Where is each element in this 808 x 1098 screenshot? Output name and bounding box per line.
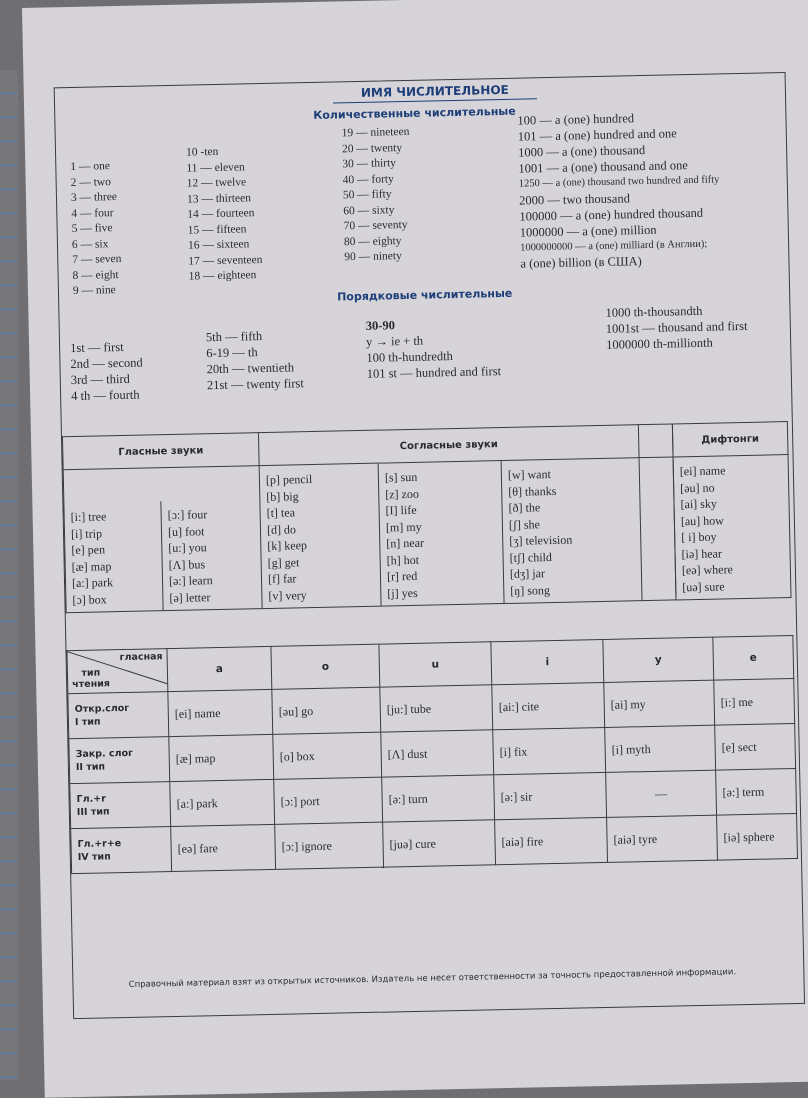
list-item: [tʃ] child [509, 549, 553, 565]
list-item: 9 — nine [72, 284, 116, 297]
vowels-cell [63, 466, 262, 613]
table-cell: [i:] me [714, 678, 795, 725]
list-item: 1250 — a (one) thousand two hundred and fifty [518, 174, 720, 190]
list-item: 2000 — two thousand [518, 190, 631, 208]
list-item: [æ] map [71, 558, 112, 574]
list-item: 6 — six [71, 237, 109, 251]
list-item: 20th — twentieth [206, 360, 295, 377]
list-item: 13 — thirteen [186, 191, 252, 206]
list-item: [əu] no [680, 480, 715, 495]
list-item: [a:] park [71, 575, 114, 591]
list-item: 4 — four [71, 206, 114, 220]
list-item: 2nd — second [70, 355, 143, 372]
column-header: e [713, 635, 794, 680]
cardinal-col-1 [70, 159, 122, 299]
table-cell: [i] fix [493, 727, 606, 774]
list-item: 40 — forty [342, 172, 394, 186]
list-item: 1001st — thousand and first [605, 318, 748, 336]
list-item: 1 — one [70, 160, 111, 174]
cardinal-col-3 [342, 125, 413, 266]
page-frame [54, 72, 805, 1019]
disclaimer-footer: Справочный материал взят из открытых источников. Издатель не несет ответственности за точность предоставленной информации. [128, 967, 737, 990]
diphthongs-title: Дифтонги [672, 422, 788, 457]
list-item: [i:] tree [70, 509, 107, 525]
list-item: 101 st — hundred and first [366, 364, 502, 381]
reading-types-table [66, 635, 798, 874]
list-item: [i] trip [70, 525, 103, 541]
list-item: 1001 — a (one) thousand and one [518, 158, 688, 176]
cardinal-col-4 [517, 108, 721, 271]
list-item: 1000000 th-millionth [606, 335, 713, 352]
list-item: 60 — sixty [343, 203, 395, 217]
consonants-header: Согласные звуки [258, 425, 639, 466]
list-item: [iə] hear [681, 545, 723, 561]
table-cell: [aiə] fire [495, 817, 608, 864]
reference-page [22, 0, 808, 1098]
table-cell: [ai] my [604, 680, 715, 727]
list-item: 5 — five [71, 222, 113, 236]
list-item: 3 — three [70, 191, 118, 205]
list-item: [k] keep [267, 538, 308, 553]
corner-cell [67, 649, 168, 694]
list-item: [ɔ:] four [167, 507, 208, 523]
table-cell: [əu] go [272, 687, 381, 734]
list-item: [ʒ] television [509, 532, 573, 548]
sounds-table [62, 423, 677, 613]
list-item: [p] pencil [265, 472, 313, 487]
table-cell: [Λ] dust [381, 730, 494, 777]
list-item: 4 th — fourth [70, 387, 140, 404]
list-item: [v] very [268, 587, 307, 603]
list-item: y → ie + th [365, 333, 424, 349]
row-header: Гл.+r III тип [70, 782, 171, 829]
table-cell: [o] box [273, 732, 382, 779]
list-item: 100 th-hundredth [366, 349, 453, 365]
list-item: 1000 th-thousandth [605, 303, 703, 320]
consonants-col-a [260, 464, 381, 608]
list-item: 70 — seventy [343, 218, 408, 233]
list-item: [d] do [266, 521, 297, 537]
list-item: [r] red [386, 568, 418, 584]
list-item: 2 — two [70, 175, 112, 189]
table-cell: [ɔ:] ignore [275, 822, 384, 869]
column-header: a [167, 646, 272, 691]
list-item: 6-19 — th [206, 345, 258, 361]
row-header: Гл.+r+e IV тип [71, 827, 172, 874]
list-item: 19 — nineteen [341, 125, 410, 140]
list-item: [b] big [266, 488, 299, 504]
diphthongs-table [672, 421, 792, 600]
list-item: 16 — sixteen [187, 238, 250, 252]
page-title: ИМЯ ЧИСЛИТЕЛЬНОЕ [360, 82, 509, 100]
consonants-cell [259, 458, 642, 609]
row-header: Закр. слог II тип [69, 737, 170, 784]
list-item: a (one) billion (в США) [520, 254, 642, 271]
corner-vowel-label: гласная [119, 651, 163, 664]
table-cell: [juə] cure [383, 820, 496, 867]
list-item: 101 — a (one) hundred and one [517, 126, 677, 144]
table-cell: [æ] map [169, 734, 274, 781]
list-item: 50 — fifty [342, 188, 392, 202]
table-cell: [ə:] sir [494, 772, 607, 819]
consonants-col-b [378, 461, 504, 606]
list-item: [ð] the [508, 500, 541, 515]
ordinal-col-1 [70, 339, 144, 404]
column-header: y [603, 637, 714, 682]
table-cell: [aiə] tyre [607, 815, 718, 862]
list-item: 10 -ten [185, 145, 219, 159]
list-item: 8 — eight [72, 268, 119, 282]
list-item: 90 — ninety [344, 250, 402, 264]
ordinal-title: Порядковые числительные [336, 286, 513, 304]
list-item: 21st — twenty first [206, 376, 304, 393]
list-item: 100000 — a (one) hundred thousand [519, 205, 704, 224]
list-item: [uə] sure [682, 578, 725, 594]
list-item: [w] want [507, 467, 552, 482]
cardinal-title: Количественные числительные [313, 104, 516, 122]
ordinal-range: 30-90 [365, 318, 396, 333]
list-item: [ŋ] song [510, 582, 551, 598]
ordinal-col-4 [605, 302, 748, 353]
table-cell: [e] sect [715, 723, 796, 770]
list-item: [t] tea [266, 505, 296, 520]
ordinal-col-3 [366, 315, 502, 382]
notebook-edge [0, 70, 18, 1080]
list-item: 80 — eighty [343, 234, 402, 248]
list-item: [ʃ] she [508, 516, 541, 532]
list-item: [z] zoo [385, 486, 420, 501]
cardinal-col-2 [186, 144, 263, 285]
list-item: [θ] thanks [508, 483, 557, 499]
list-item: 1000 — a (one) thousand [517, 142, 646, 160]
column-header: o [271, 644, 380, 689]
list-item: 1000000000 — a (one) milliard (в Англии); [520, 238, 708, 254]
consonants-col-c [501, 459, 580, 603]
list-item: 7 — seven [72, 252, 122, 267]
list-item: [s] sun [384, 469, 418, 485]
list-item: [n] near [386, 535, 425, 551]
table-cell: — [606, 770, 717, 817]
list-item: [eə] where [681, 562, 734, 578]
list-item: [au] how [680, 512, 725, 528]
table-cell: [ju:] tube [380, 685, 493, 732]
list-item: 30 — thirty [342, 157, 397, 171]
list-item: 14 — fourteen [187, 207, 255, 221]
list-item: 18 — eighteen [188, 269, 257, 283]
list-item: [u] foot [167, 523, 205, 539]
vowels-col-b [160, 500, 219, 610]
list-item: 3rd — third [70, 371, 130, 388]
table-cell: [iə] sphere [717, 813, 798, 860]
list-item: 12 — twelve [186, 176, 247, 190]
list-item: [e] pen [71, 542, 106, 558]
list-item: [ɔ] box [72, 591, 107, 607]
list-item: [g] get [267, 554, 300, 570]
corner-type-label: тип чтения [72, 667, 111, 691]
column-header: i [491, 639, 604, 684]
diphthongs-col [674, 455, 791, 599]
list-item: [ai] sky [680, 496, 718, 512]
list-item: [m] my [385, 519, 422, 534]
row-header: Откр.слог I тип [68, 692, 169, 739]
list-item: [ i] boy [681, 529, 717, 545]
list-item: [dʒ] jar [509, 566, 546, 581]
list-item: 15 — fifteen [187, 222, 247, 237]
table-cell: [ə:] turn [382, 775, 495, 822]
list-item: 1st — first [69, 339, 124, 356]
table-cell: [ɔ:] port [274, 777, 383, 824]
diphthongs-cell [673, 455, 791, 600]
table-cell: [ə:] term [716, 768, 797, 815]
list-item: 20 — twenty [341, 141, 403, 155]
table-cell: [a:] park [170, 779, 275, 826]
table-cell: [i] myth [605, 725, 716, 772]
list-item: 100 — a (one) hundred [517, 111, 635, 128]
list-item: [Λ] bus [168, 556, 206, 572]
column-header: u [379, 642, 492, 687]
list-item: [h] hot [386, 552, 420, 567]
table-cell: [eə] fare [171, 824, 276, 871]
list-item: [ei] name [679, 463, 726, 479]
list-item: 11 — eleven [186, 160, 245, 175]
list-item: [ə] letter [169, 589, 211, 605]
diphthongs-header [638, 424, 673, 458]
diphthongs-spacer [639, 457, 676, 601]
list-item: [j] yes [387, 585, 418, 600]
list-item: 1000000 — a (one) million [519, 222, 657, 240]
vowels-header: Гласные звуки [62, 433, 259, 470]
table-cell: [ei] name [168, 689, 273, 736]
list-item: [I] life [385, 502, 417, 518]
ordinal-col-2 [206, 327, 304, 393]
list-item: [u:] you [168, 540, 207, 556]
table-cell: [ai:] cite [492, 682, 605, 729]
vowels-col-a [64, 501, 162, 612]
list-item: 17 — seventeen [188, 253, 263, 268]
list-item: 5th — fifth [205, 329, 263, 345]
list-item: [ə:] learn [168, 573, 213, 589]
list-item: [f] far [267, 571, 297, 586]
